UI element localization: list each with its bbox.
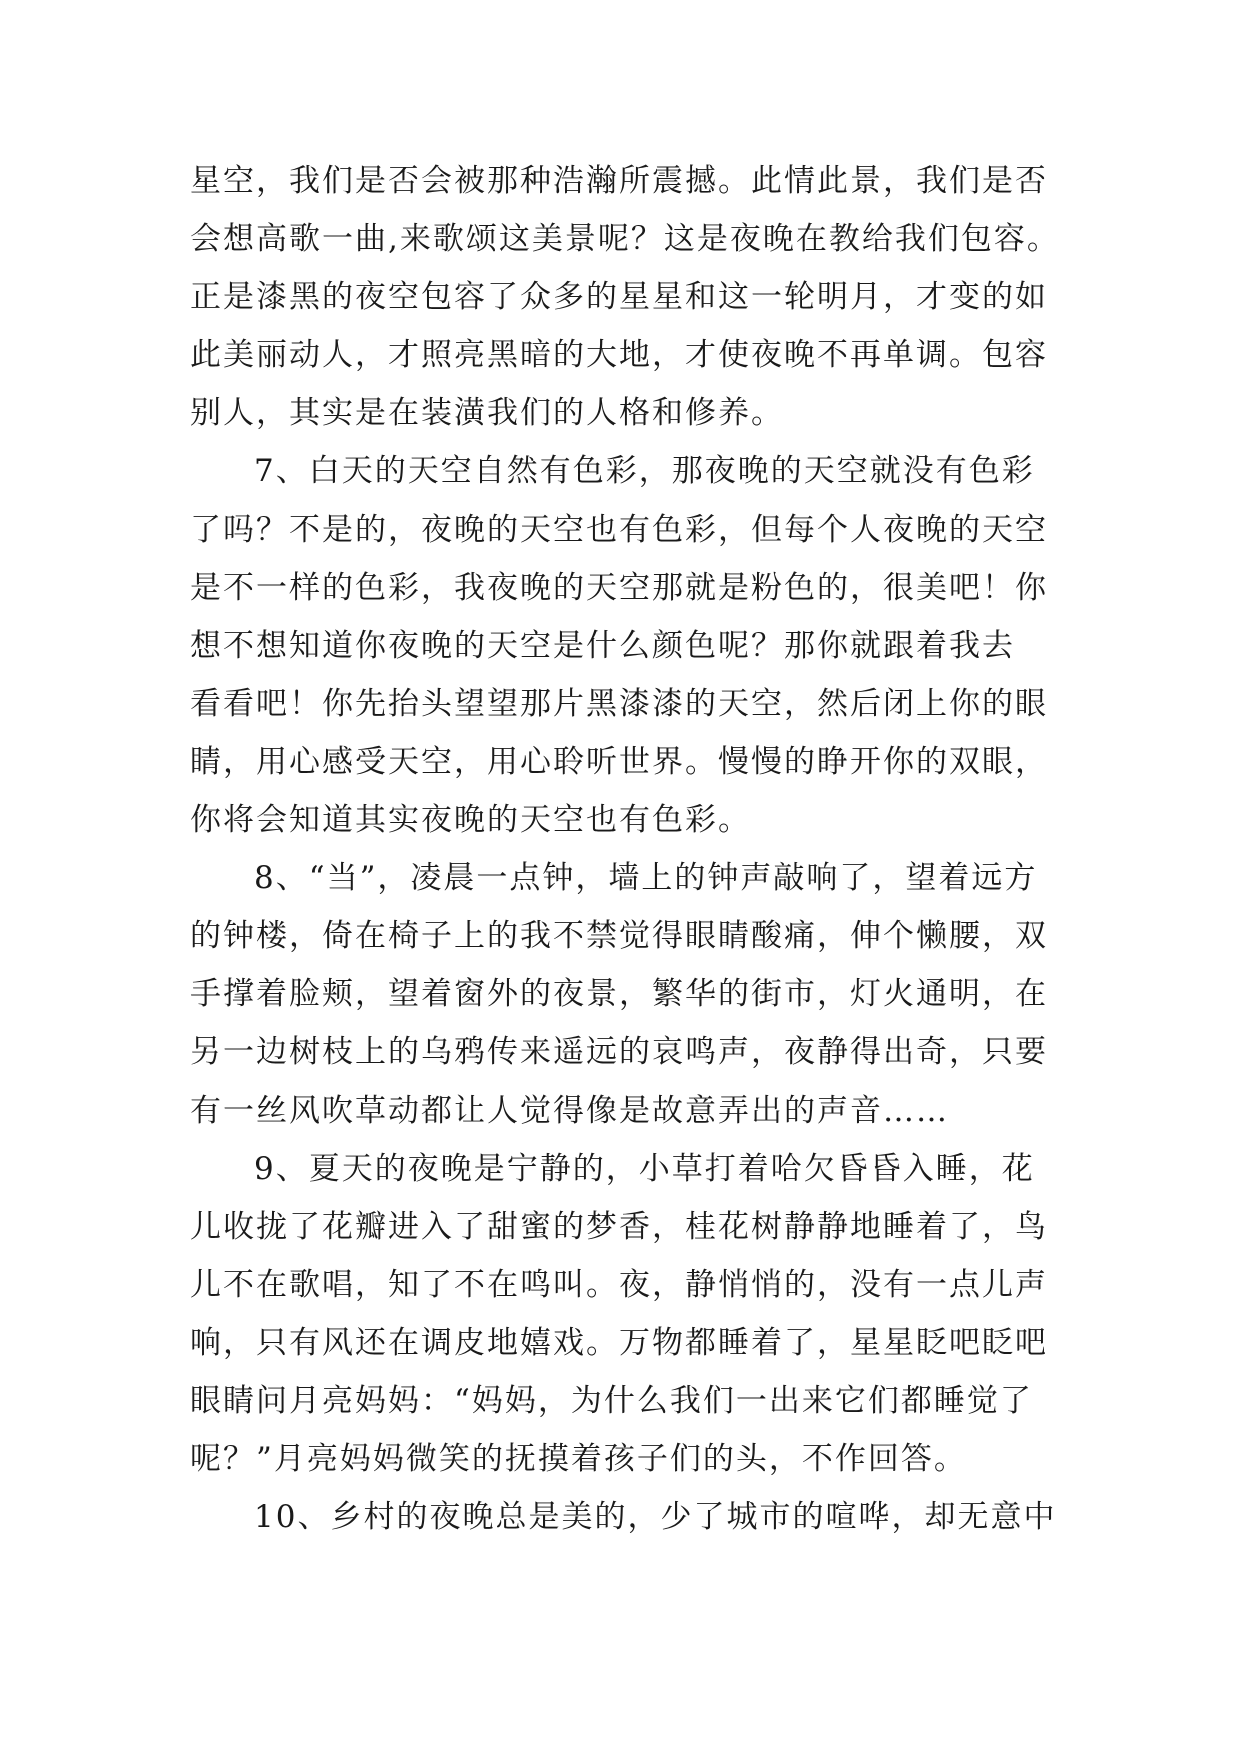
text-line: 看看吧！你先抬头望望那片黑漆漆的天空，然后闭上你的眼 (190, 685, 1048, 722)
text-line: 别人，其实是在装潢我们的人格和修养。 (190, 395, 784, 432)
text-line: 另一边树枝上的乌鸦传来遥远的哀鸣声，夜静得出奇，只要 (190, 1034, 1048, 1071)
text-line: 了吗？不是的，夜晚的天空也有色彩，但每个人夜晚的天空 (190, 511, 1048, 548)
text-line: 会想高歌一曲,来歌颂这美景呢？这是夜晚在教给我们包容。 (190, 221, 1060, 258)
text-line: 此美丽动人，才照亮黑暗的大地，才使夜晚不再单调。包容 (190, 337, 1048, 374)
text-line: 呢？”月亮妈妈微笑的抚摸着孩子们的头，不作回答。 (190, 1441, 967, 1478)
text-line: 眼睛问月亮妈妈：“妈妈，为什么我们一出来它们都睡觉了 (190, 1382, 1033, 1419)
text-line: 星空，我们是否会被那种浩瀚所震撼。此情此景，我们是否 (190, 163, 1048, 199)
document-body (190, 152, 1090, 1546)
text-line: 儿收拢了花瓣进入了甜蜜的梦香，桂花树静静地睡着了，鸟 (190, 1208, 1048, 1245)
text-line: 你将会知道其实夜晚的天空也有色彩。 (190, 802, 751, 839)
text-line: 手撑着脸颊，望着窗外的夜景，繁华的街市，灯火通明，在 (190, 976, 1048, 1013)
text-line: 睛，用心感受天空，用心聆听世界。慢慢的睁开你的双眼， (190, 743, 1048, 780)
text-line: 的钟楼，倚在椅子上的我不禁觉得眼睛酸痛，伸个懒腰，双 (190, 918, 1048, 955)
text-line: 正是漆黑的夜空包容了众多的星星和这一轮明月，才变的如 (190, 279, 1048, 316)
text-line: 响，只有风还在调皮地嬉戏。万物都睡着了，星星眨吧眨吧 (190, 1324, 1048, 1361)
text-line: 是不一样的色彩，我夜晚的天空那就是粉色的，很美吧！你 (190, 569, 1048, 606)
paragraph-start-line: 8、“当”，凌晨一点钟，墙上的钟声敲响了，望着远方 (254, 860, 1038, 897)
text-line: 想不想知道你夜晚的天空是什么颜色呢？那你就跟着我去 (190, 627, 1015, 664)
paragraph-start-line: 10、乡村的夜晚总是美的，少了城市的喧哗，却无意中 (254, 1499, 1057, 1536)
paragraph-start-line: 9、夏天的夜晚是宁静的，小草打着哈欠昏昏入睡，花 (254, 1150, 1035, 1187)
paragraph-start-line: 7、白天的天空自然有色彩，那夜晚的天空就没有色彩 (254, 453, 1035, 490)
text-line: 儿不在歌唱，知了不在鸣叫。夜，静悄悄的，没有一点儿声 (190, 1266, 1048, 1303)
text-line: 有一丝风吹草动都让人觉得像是故意弄出的声音…… (190, 1092, 949, 1129)
